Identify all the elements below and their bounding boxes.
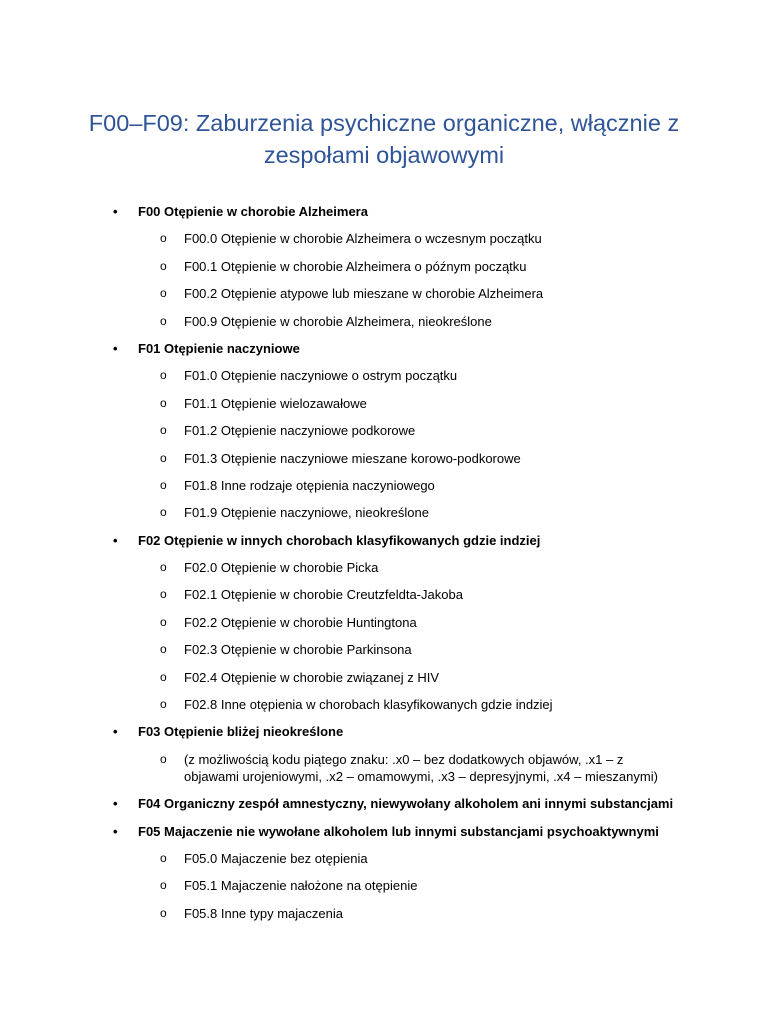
circle-bullet-icon: o [160, 905, 167, 920]
subcategory-item [0, 367, 768, 384]
category-label: F05 Majaczenie nie wywołane alkoholem lub innymi substancjami psychoaktywnymi [138, 823, 659, 839]
subcategory-item [0, 614, 768, 631]
subcategory-item [0, 586, 768, 603]
subcategory-item [0, 905, 768, 922]
subcategory-item [0, 422, 768, 439]
subcategory-label: F00.0 Otępienie w chorobie Alzheimera o wczesnym początku [184, 231, 542, 247]
subcategory-item [0, 313, 768, 330]
page-title: F00–F09: Zaburzenia psychiczne organiczne, włącznie z zespołami objawowymi [88, 110, 680, 168]
circle-bullet-icon: o [160, 669, 167, 684]
subcategory-item [0, 285, 768, 302]
bullet-icon: • [113, 532, 118, 548]
subcategory-label: F00.9 Otępienie w chorobie Alzheimera, nieokreślone [184, 313, 492, 329]
subcategory-item [0, 559, 768, 576]
subcategory-item [0, 258, 768, 275]
subcategory-item [0, 850, 768, 867]
subcategory-label: F02.3 Otępienie w chorobie Parkinsona [184, 642, 412, 658]
circle-bullet-icon: o [160, 368, 167, 383]
circle-bullet-icon: o [160, 395, 167, 410]
circle-bullet-icon: o [160, 614, 167, 629]
subcategory-item [0, 877, 768, 894]
subcategory-label: F01.2 Otępienie naczyniowe podkorowe [184, 423, 416, 439]
subcategory-label: F01.3 Otępienie naczyniowe mieszane korowo-podkorowe [184, 450, 521, 466]
category-item [0, 723, 768, 740]
category-item [0, 340, 768, 357]
circle-bullet-icon: o [160, 751, 167, 766]
subcategory-label: (z możliwością kodu piątego znaku: .x0 – bez dodatkowych objawów, .x1 – z objawami urojeniowymi, .x2 – omamowymi, .x3 – depresyjnymi, .x4 – mieszanymi) [184, 751, 658, 784]
subcategory-item [0, 504, 768, 521]
subcategory-label: F01.0 Otępienie naczyniowe o ostrym początku [184, 368, 458, 384]
bullet-icon: • [113, 796, 118, 812]
circle-bullet-icon: o [160, 560, 167, 575]
subcategory-label: F02.2 Otępienie w chorobie Huntingtona [184, 614, 417, 630]
subcategory-label: F02.4 Otępienie w chorobie związanej z HIV [184, 669, 440, 685]
circle-bullet-icon: o [160, 505, 167, 520]
category-item [0, 203, 768, 220]
diagnosis-list [0, 203, 768, 922]
category-item [0, 795, 768, 812]
subcategory-label: F01.9 Otępienie naczyniowe, nieokreślone [184, 505, 429, 521]
bullet-icon: • [113, 823, 118, 839]
category-label: F03 Otępienie bliżej nieokreślone [138, 724, 344, 740]
subcategory-label: F02.8 Inne otępienia w chorobach klasyfikowanych gdzie indziej [184, 697, 553, 713]
subcategory-item [0, 450, 768, 467]
category-label: F01 Otępienie naczyniowe [138, 340, 300, 356]
circle-bullet-icon: o [160, 286, 167, 301]
circle-bullet-icon: o [160, 313, 167, 328]
category-item [0, 823, 768, 840]
subcategory-label: F00.1 Otępienie w chorobie Alzheimera o późnym początku [184, 258, 527, 274]
subcategory-label: F01.8 Inne rodzaje otępienia naczyniowego [184, 477, 435, 493]
subcategory-label: F02.0 Otępienie w chorobie Picka [184, 560, 379, 576]
subcategory-item [0, 751, 768, 785]
subcategory-item [0, 641, 768, 658]
circle-bullet-icon: o [160, 878, 167, 893]
subcategory-label: F01.1 Otępienie wielozawałowe [184, 395, 367, 411]
category-item [0, 532, 768, 549]
circle-bullet-icon: o [160, 423, 167, 438]
circle-bullet-icon: o [160, 258, 167, 273]
subcategory-label: F00.2 Otępienie atypowe lub mieszane w chorobie Alzheimera [184, 286, 544, 302]
category-label: F00 Otępienie w chorobie Alzheimera [138, 204, 368, 219]
circle-bullet-icon: o [160, 231, 167, 246]
subcategory-label: F05.8 Inne typy majaczenia [184, 905, 343, 921]
subcategory-label: F05.0 Majaczenie bez otępienia [184, 850, 368, 866]
circle-bullet-icon: o [160, 477, 167, 492]
circle-bullet-icon: o [160, 587, 167, 602]
circle-bullet-icon: o [160, 697, 167, 712]
subcategory-item [0, 696, 768, 713]
circle-bullet-icon: o [160, 450, 167, 465]
bullet-icon: • [113, 340, 118, 356]
circle-bullet-icon: o [160, 642, 167, 657]
subcategory-label: F05.1 Majaczenie nałożone na otępienie [184, 878, 418, 894]
subcategory-item [0, 669, 768, 686]
category-label: F04 Organiczny zespół amnestyczny, niewywołany alkoholem ani innymi substancjami [138, 796, 674, 812]
circle-bullet-icon: o [160, 850, 167, 865]
subcategory-item [0, 477, 768, 494]
subcategory-item [0, 230, 768, 247]
bullet-icon: • [113, 204, 118, 219]
subcategory-label: F02.1 Otępienie w chorobie Creutzfeldta-Jakoba [184, 587, 463, 603]
subcategory-item [0, 395, 768, 412]
category-label: F02 Otępienie w innych chorobach klasyfikowanych gdzie indziej [138, 532, 541, 548]
bullet-icon: • [113, 724, 118, 740]
